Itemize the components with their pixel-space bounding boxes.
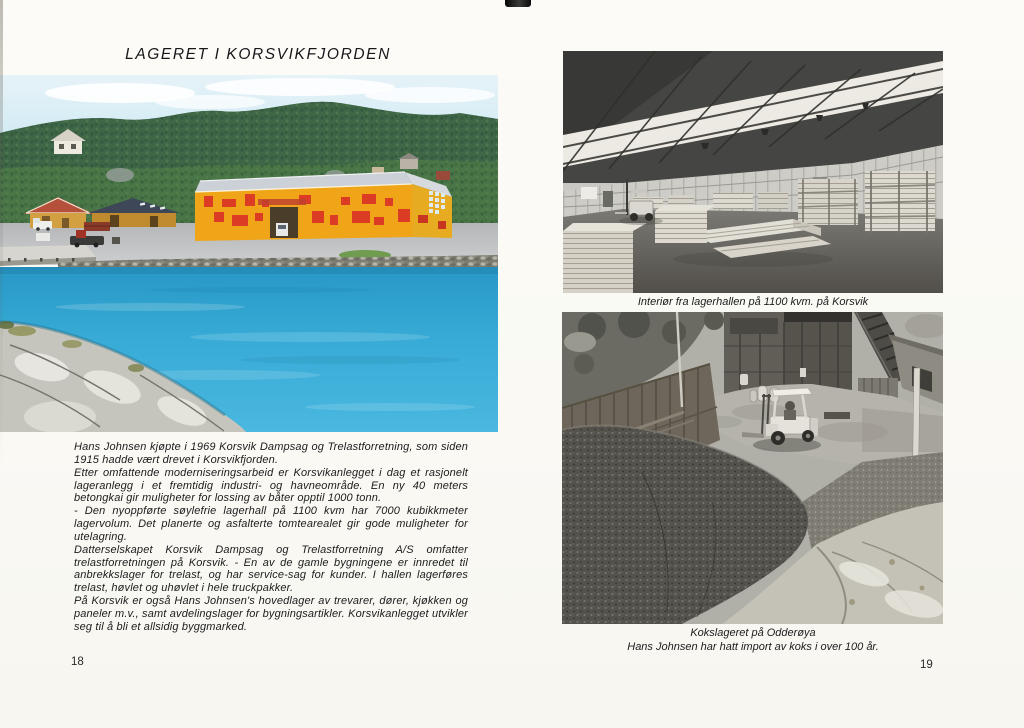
pallet-rack xyxy=(865,171,935,233)
warehouse-door xyxy=(270,207,298,238)
page-number-right: 19 xyxy=(920,659,933,671)
bottom-photo-caption-line1: Kokslageret på Odderøya xyxy=(690,627,816,639)
paragraph: På Korsvik er også Hans Johnsen's hovedlager av trevarer, dører, kjøkken og paneler m.v., samt avdelingslager for bygningsartikler. Korsvikanlegget utvikler seg til å bli et allsidig byggmarked. xyxy=(74,595,468,633)
bottom-photo-caption xyxy=(520,627,986,654)
top-photo-caption: Interiør fra lagerhallen på 1100 kvm. på Korsvik xyxy=(637,296,869,308)
yellow-warehouse xyxy=(195,172,452,241)
paragraph: Hans Johnsen kjøpte i 1969 Korsvik Dampsag og Trelastforretning, som siden 1915 hadde vært drevet i Korsvikfjorden. xyxy=(74,441,468,466)
scan-spine-mark xyxy=(505,0,531,7)
bottom-photo-caption-line2: Hans Johnsen har hatt import av koks i over 100 år. xyxy=(627,640,879,653)
page-number-left: 18 xyxy=(71,656,84,668)
pallet-rack xyxy=(798,179,858,227)
paragraph: Etter omfattende moderniseringsarbeid er Korsvikanlegget i dag et rasjonelt lageranlegg i et fremtidig industri- og havneområde. En ny 40 meters betongkai gir muligheter for lossing av båter opptil 1000 tonn. xyxy=(74,466,468,505)
harbor-photo xyxy=(0,75,498,432)
door-sign xyxy=(258,199,306,205)
coke-yard-photo xyxy=(562,312,943,624)
warehouse-interior-photo xyxy=(563,51,943,293)
paragraph: Datterselskapet Korsvik Dampsag og Trelastforretning A/S omfatter trelastforretningen på Korsvik. - En av de gamle bygningene er innredet til anbrekkslager for trelast, og har service-sag for kunder. I hallen lagerføres trelast, høvlet og uhøvlet i hele truckpakker. xyxy=(74,543,468,595)
body-text xyxy=(74,441,468,634)
paragraph: - Den nyoppførte søylefrie lagerhall på 1100 kvm har 7000 kubikkmeter lagervolum. Det planerte og asfalterte tomtearealet gir gode muligheter for utelagring. xyxy=(74,505,468,543)
page-title: LAGERET I KORSVIKFJORDEN xyxy=(125,46,391,63)
scan-edge-shadow xyxy=(0,0,3,728)
